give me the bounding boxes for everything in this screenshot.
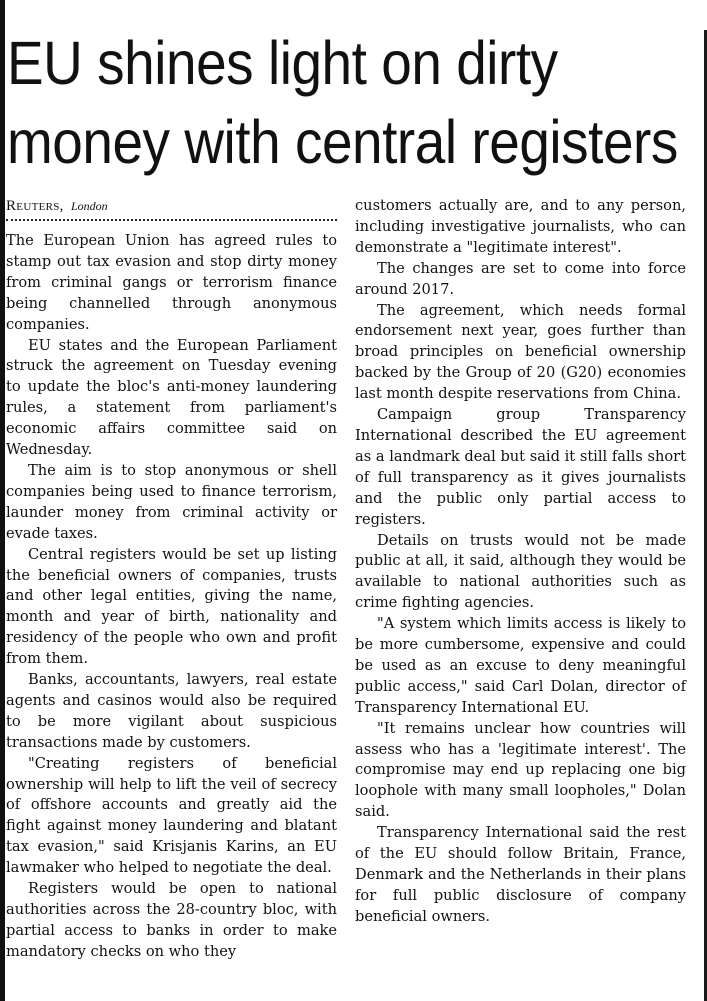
paragraph: "It remains unclear how countries will assess who has a 'legitimate interest'. The compromise may end up replacing one big loophole with many small loopholes," Dolan said. — [355, 719, 686, 821]
article-column-left — [6, 196, 337, 963]
paragraph: "Creating registers of beneficial ownership will help to lift the veil of secrecy of offshore accounts and greatly aid the fight against money laundering and blatant tax evasion," said Krisjanis Karins, an EU lawmaker who helped to negotiate the deal. — [6, 754, 337, 877]
paragraph: "A system which limits access is likely to be more cumbersome, expensive and could be used as an excuse to deny meaningful public access," said Carl Dolan, director of Transparency International EU. — [355, 615, 686, 716]
paragraph: Registers would be open to national authorities across the 28-country bloc, with partial access to banks in order to make mandatory checks on who they — [6, 880, 337, 960]
headline: EU shines light on dirty money with central registers — [7, 29, 678, 176]
paragraph: Banks, accountants, lawyers, real estate agents and casinos would also be required to be more vigilant about suspicious transactions made by customers. — [6, 671, 337, 751]
paragraph: Central registers would be set up listing the beneficial owners of companies, trusts and other legal entities, giving the name, month and year of birth, nationality and residency of the people who own and profit from them. — [6, 545, 337, 668]
paragraph: Transparency International said the rest of the EU should follow Britain, France, Denmark and the Netherlands in their plans for full public disclosure of company beneficial owners. — [355, 824, 686, 925]
paragraph: customers actually are, and to any person, including investigative journalists, who can demonstrate a "legitimate interest". — [355, 197, 686, 256]
dotted-divider — [6, 219, 337, 221]
byline-agency: Reuters, — [6, 198, 64, 214]
paragraph: The agreement, which needs formal endorsement next year, goes further than broad principles on beneficial ownership backed by the Group of 20 (G20) economies last month despite reservations from China. — [355, 301, 686, 403]
paragraph: Details on trusts would not be made public at all, it said, although they would be available to national authorities such as crime fighting agencies. — [355, 531, 686, 612]
paragraph: The European Union has agreed rules to stamp out tax evasion and stop dirty money from criminal gangs or terrorism finance being channelled through anonymous companies. — [6, 232, 337, 333]
byline-location: London — [70, 199, 108, 213]
paragraph: Campaign group Transparency International described the EU agreement as a landmark deal but said it still falls short of full transparency as it gives journalists and the public only partial access to registers. — [355, 406, 686, 528]
left-margin-rule — [0, 0, 5, 1001]
paragraph: The changes are set to come into force around 2017. — [355, 259, 686, 298]
article-column-right — [355, 196, 686, 928]
paragraph: EU states and the European Parliament struck the agreement on Tuesday evening to update the bloc's anti-money laundering rules, a statement from parliament's economic affairs committee said on Wednesday. — [6, 336, 337, 459]
paragraph: The aim is to stop anonymous or shell companies being used to finance terrorism, launder money from criminal activity or evade taxes. — [6, 461, 337, 542]
byline — [6, 196, 337, 216]
